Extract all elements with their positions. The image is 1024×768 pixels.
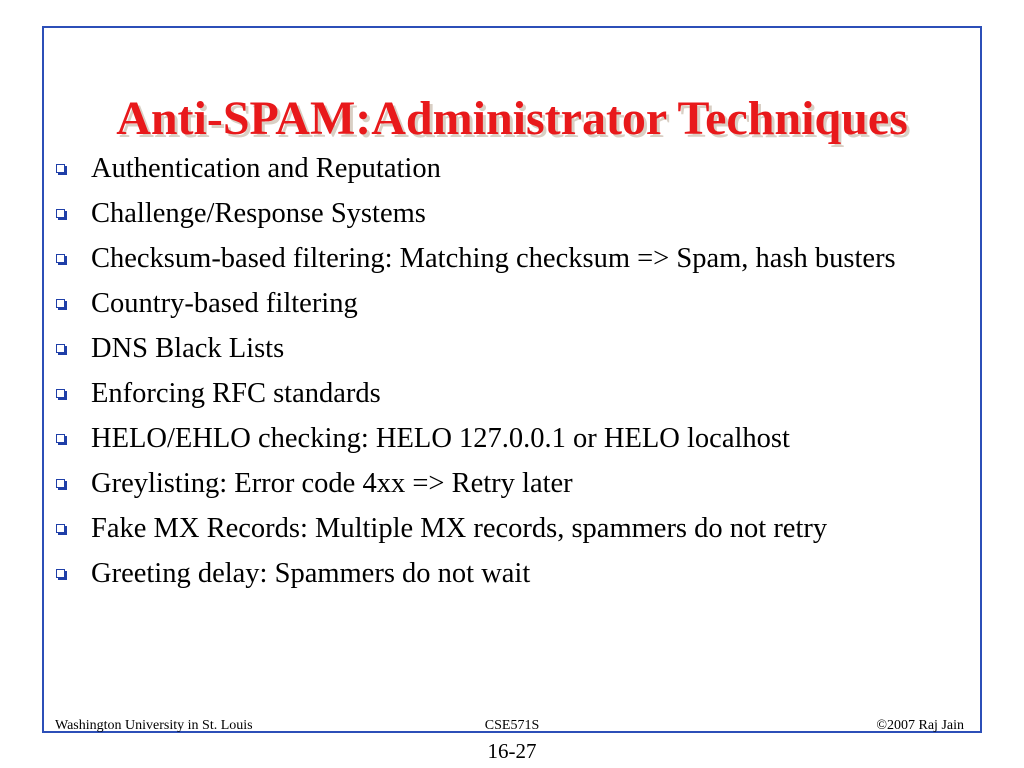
hollow-square-icon [56,389,65,398]
bullet-text: Enforcing RFC standards [91,378,381,409]
bullet-item [54,420,964,457]
slide-title: Anti-SPAM:Administrator Techniques [116,92,908,146]
hollow-square-icon [56,344,65,353]
bullet-text: Greylisting: Error code 4xx => Retry later [91,468,573,499]
footer-copyright: ©2007 Raj Jain [876,718,964,733]
bullet-text: Country-based filtering [91,288,358,319]
hollow-square-icon [56,524,65,533]
bullet-text: Challenge/Response Systems [91,198,426,229]
bullet-item [54,150,964,187]
bullet-text: HELO/EHLO checking: HELO 127.0.0.1 or HELO localhost [91,423,790,454]
hollow-square-icon [56,209,65,218]
bullet-item [54,375,964,412]
bullet-item [54,555,964,592]
bullet-item [54,330,964,367]
bullet-text: Fake MX Records: Multiple MX records, spammers do not retry [91,513,828,544]
footer-course: CSE571S [484,718,540,733]
hollow-square-icon [56,254,65,263]
bullet-text: Authentication and Reputation [91,153,441,184]
bullet-item [54,240,964,277]
bullet-item [54,510,964,547]
hollow-square-icon [56,164,65,173]
slide-number: 16-27 [487,739,537,763]
footer-institution: Washington University in St. Louis [55,718,253,733]
hollow-square-icon [56,569,65,578]
hollow-square-icon [56,299,65,308]
bullet-item [54,195,964,232]
hollow-square-icon [56,479,65,488]
bullet-text: DNS Black Lists [91,333,285,364]
bullet-item [54,465,964,502]
bullet-list [54,150,964,600]
bullet-item [54,285,964,322]
bullet-text: Checksum-based filtering: Matching checksum => Spam, hash busters [91,243,896,274]
bullet-text: Greeting delay: Spammers do not wait [91,558,531,589]
hollow-square-icon [56,434,65,443]
